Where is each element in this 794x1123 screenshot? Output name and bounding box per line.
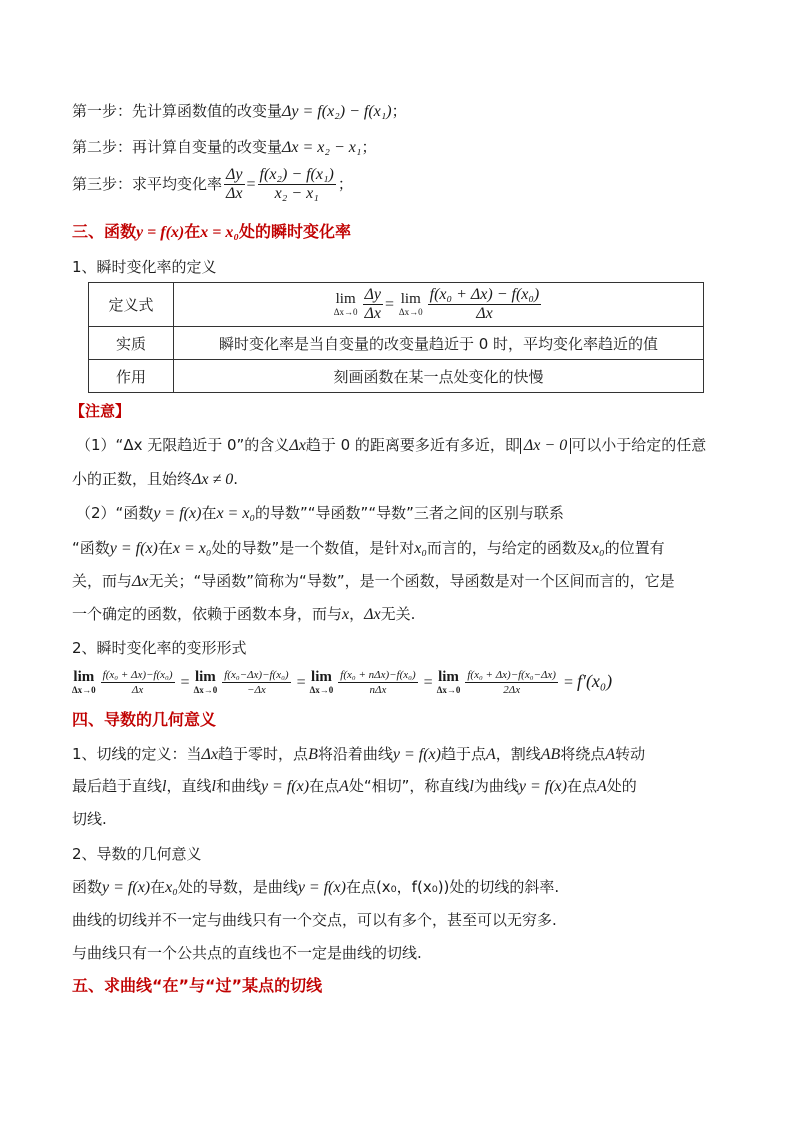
definition-table <box>88 282 704 393</box>
note-1-line-1: （1）“Δx 无限趋近于 0”的含义Δx趋于 0 的距离要多近有多近，即 Δx − 0 可以小于给定的任意 <box>76 436 707 454</box>
table-cell-value: 刻画函数在某一点处变化的快慢 <box>174 360 704 393</box>
table-row <box>89 283 704 327</box>
section-3-title: 三、函数y = f(x)在x = x₀处的瞬时变化率 <box>72 222 351 241</box>
table-row <box>89 360 704 393</box>
step-3-fraction-right: $\frac{\text{f(x₂) − f(x₁)}}{\text{x₂ − x₁}}$ <box>259 166 334 202</box>
table-cell-value: 瞬时变化率是当自变量的改变量趋近于 0 时，平均变化率趋近的值 <box>174 327 704 360</box>
tangent-def-line-3: 切线. <box>72 810 107 828</box>
table-cell-label: 实质 <box>89 327 174 360</box>
note-2-heading: （2）“函数y = f(x)在x = x₀的导数”“导函数”“导数”三者之间的区别与联系 <box>76 504 564 522</box>
step-2-formula: Δx = x₂ − x₁ <box>282 139 362 156</box>
forms-formula: lim Δx→0 $\frac{\text{f(x₀ + Δx)−f(x₀)}}{\Delta x}$ = lim Δx→0 $\frac{\text{f(x₀−Δx)−f(x₀)}}{-\Delta x}$ = lim Δx→0 $\frac{\text{f(x₀ + nΔx)−f(x₀)}}{\text{nΔx}}$ = lim Δx→0 $\frac{\text{f(x₀ + Δx)−f(x₀−Δx)}}{2\Delta x}$ = f′(x₀) <box>72 669 613 696</box>
note-heading: 【注意】 <box>70 402 131 420</box>
section-5-title: 五、求曲线“在”与“过”某点的切线 <box>72 976 323 995</box>
step-1: 第一步：先计算函数值的改变量Δy = f(x₂) − f(x₁)； <box>72 102 407 120</box>
step-3: 第三步：求平均变化率 $\frac{\Delta y}{\Delta x}$ = $\frac{\text{f(x₂) − f(x₁)}}{\text{x₂ − x₁}}$ ； <box>72 166 353 202</box>
table-cell-label: 作用 <box>89 360 174 393</box>
geometric-meaning-line-3: 与曲线只有一个公共点的直线也不一定是曲线的切线. <box>72 944 422 962</box>
note-2-paragraph-line-2: 关，而与Δx无关；“导函数”简称为“导数”，是一个函数，导函数是对一个区间而言的，它是 <box>72 572 675 590</box>
tangent-def-line-2: 最后趋于直线l，直线l和曲线y = f(x)在点A处“相切”，称直线l为曲线y = f(x)在点A处的 <box>72 777 637 795</box>
note-1-line-2: 小的正数，且始终Δx ≠ 0. <box>72 470 239 488</box>
step-1-formula: Δy = f(x₂) − f(x₁) <box>282 103 392 120</box>
geometric-meaning-line-1: 函数y = f(x)在x₀处的导数，是曲线y = f(x)在点(x₀，f(x₀))处的切线的斜率. <box>72 878 560 896</box>
geometric-meaning-heading: 2、导数的几何意义 <box>72 845 202 863</box>
definition-heading: 1、瞬时变化率的定义 <box>72 258 217 276</box>
derivative-result: f′(x₀) <box>577 671 613 691</box>
step-3-fraction-left: $\frac{\Delta y}{\Delta x}$ <box>226 166 243 202</box>
section-4-title: 四、导数的几何意义 <box>72 710 217 729</box>
geometric-meaning-line-2: 曲线的切线并不一定与曲线只有一个交点，可以有多个，甚至可以无穷多. <box>72 911 557 929</box>
table-cell-label: 定义式 <box>89 283 174 327</box>
absolute-value: Δx − 0 <box>520 438 571 454</box>
table-row <box>89 327 704 360</box>
tangent-def-line-1: 1、切线的定义：当Δx趋于零时，点B将沿着曲线y = f(x)趋于点A，割线AB将绕点A转动 <box>72 745 646 763</box>
forms-heading: 2、瞬时变化率的变形形式 <box>72 639 247 657</box>
note-2-paragraph-line-3: 一个确定的函数，依赖于函数本身，而与x，Δx无关. <box>72 605 416 623</box>
note-2-paragraph-line-1: “函数y = f(x)在x = x₀处的导数”是一个数值，是针对x₀而言的，与给定的函数及x₀的位置有 <box>72 539 665 557</box>
table-cell-formula: lim Δx→0 $\frac{\Delta y}{\Delta x}$ = lim Δx→0 $\frac{\text{f(x₀ + Δx) − f(x₀)}}{\Delta x}$ <box>174 283 704 327</box>
step-2: 第二步：再计算自变量的改变量Δx = x₂ − x₁； <box>72 138 377 156</box>
